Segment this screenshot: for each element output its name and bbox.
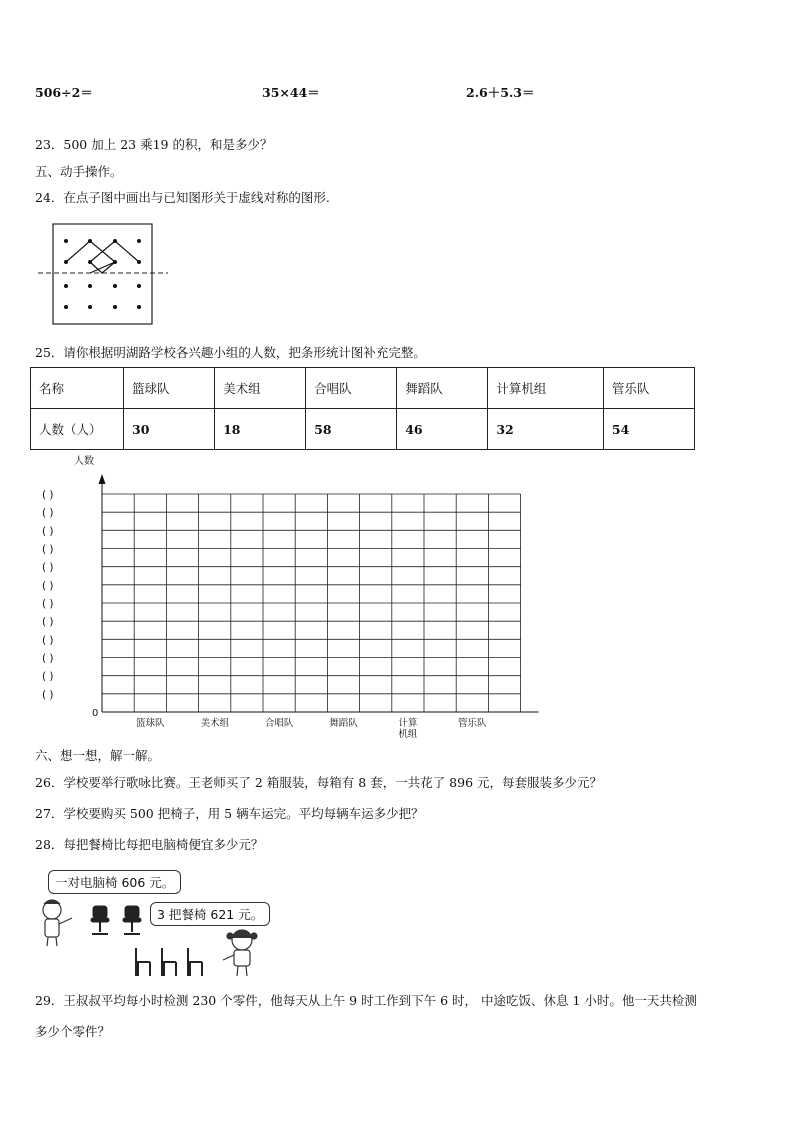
origin-label: 0 — [92, 708, 99, 719]
category-label: 机组 — [398, 729, 418, 740]
y-axis-label: 人数 — [74, 456, 94, 467]
section-5-heading: 五、动手操作。 — [35, 164, 123, 179]
calc-item-1: 506÷2＝ — [35, 85, 93, 100]
speech-bubble-dining-chair: 3 把餐椅 621 元。 — [150, 902, 270, 926]
question-23: 23．500 加上 23 乘19 的积，和是多少？ — [35, 137, 273, 152]
table-data-row — [31, 409, 695, 450]
table-cell: 46 — [397, 409, 488, 450]
speech-bubble-computer-chair: 一对电脑椅 606 元。 — [48, 870, 181, 894]
section-6-heading: 六、想一想，解一解。 — [35, 748, 161, 763]
y-tick-placeholder: ( ) — [42, 688, 54, 701]
y-tick-placeholder: ( ) — [42, 507, 54, 520]
question-28: 28．每把餐椅比每把电脑椅便宜多少元？ — [35, 837, 264, 852]
table-cell: 30 — [124, 409, 215, 450]
dot-grid-figure — [38, 220, 173, 328]
boy-icon — [43, 900, 72, 946]
interest-group-table — [30, 367, 695, 450]
category-label: 美术组 — [200, 718, 229, 729]
y-tick-placeholder: ( ) — [42, 652, 54, 665]
category-label: 计算 — [398, 718, 418, 729]
calc-item-2: 35×44＝ — [262, 85, 320, 100]
question-26: 26．学校要举行歌咏比赛。王老师买了 2 箱服装，每箱有 8 套，一共花了 896 元，每套服装多少元？ — [35, 775, 603, 790]
category-label: 篮球队 — [136, 718, 165, 729]
dining-chair-icon — [162, 948, 176, 976]
y-tick-placeholder: ( ) — [42, 543, 54, 556]
table-cell: 计算机组 — [488, 368, 604, 409]
y-tick-placeholder: ( ) — [42, 489, 54, 501]
y-axis-arrow-icon — [99, 474, 106, 484]
girl-icon — [223, 930, 257, 976]
table-cell: 32 — [488, 409, 604, 450]
question-24: 24．在点子图中画出与已知图形关于虚线对称的图形. — [35, 190, 330, 205]
table-row-label: 名称 — [31, 368, 124, 409]
dot-grid-dots — [64, 239, 141, 309]
table-cell: 美术组 — [215, 368, 306, 409]
y-tick-placeholder: ( ) — [42, 561, 54, 574]
table-cell: 54 — [603, 409, 694, 450]
chair-illustration — [38, 888, 278, 980]
dot-grid-frame — [53, 224, 152, 324]
y-tick-placeholder: ( ) — [42, 670, 54, 683]
table-header-row — [31, 368, 695, 409]
computer-chair-icon — [123, 906, 141, 934]
table-cell: 舞蹈队 — [397, 368, 488, 409]
question-27: 27．学校要购买 500 把椅子，用 5 辆车运完。平均每辆车运多少把？ — [35, 806, 424, 821]
computer-chair-icon — [91, 906, 109, 934]
question-29-line-2: 多少个零件？ — [35, 1024, 111, 1039]
table-cell: 18 — [215, 409, 306, 450]
y-tick-placeholder: ( ) — [42, 616, 54, 629]
dining-chair-icon — [136, 948, 150, 976]
calc-item-3: 2.6＋5.3＝ — [466, 85, 535, 100]
given-shape-line-2 — [90, 241, 139, 262]
category-label: 合唱队 — [264, 718, 294, 729]
y-tick-placeholder: ( ) — [42, 634, 54, 647]
table-cell: 篮球队 — [124, 368, 215, 409]
table-cell: 58 — [306, 409, 397, 450]
question-25: 25．请你根据明湖路学校各兴趣小组的人数，把条形统计图补充完整。 — [35, 345, 426, 360]
category-label: 舞蹈队 — [329, 718, 358, 729]
y-tick-placeholder: ( ) — [42, 525, 54, 538]
y-tick-placeholder: ( ) — [42, 598, 54, 610]
table-cell: 合唱队 — [306, 368, 397, 409]
y-tick-placeholder: ( ) — [42, 579, 54, 592]
table-cell: 管乐队 — [603, 368, 694, 409]
bar-chart — [30, 450, 550, 745]
dining-chair-icon — [188, 948, 202, 976]
table-row-label: 人数（人） — [31, 409, 124, 450]
question-29-line-1: 29．王叔叔平均每小时检测 230 个零件，他每天从上午 9 时工作到下午 6 时， 中途吃饭、休息 1 小时。他一天共检测 — [35, 993, 697, 1008]
category-label: 管乐队 — [458, 718, 487, 729]
